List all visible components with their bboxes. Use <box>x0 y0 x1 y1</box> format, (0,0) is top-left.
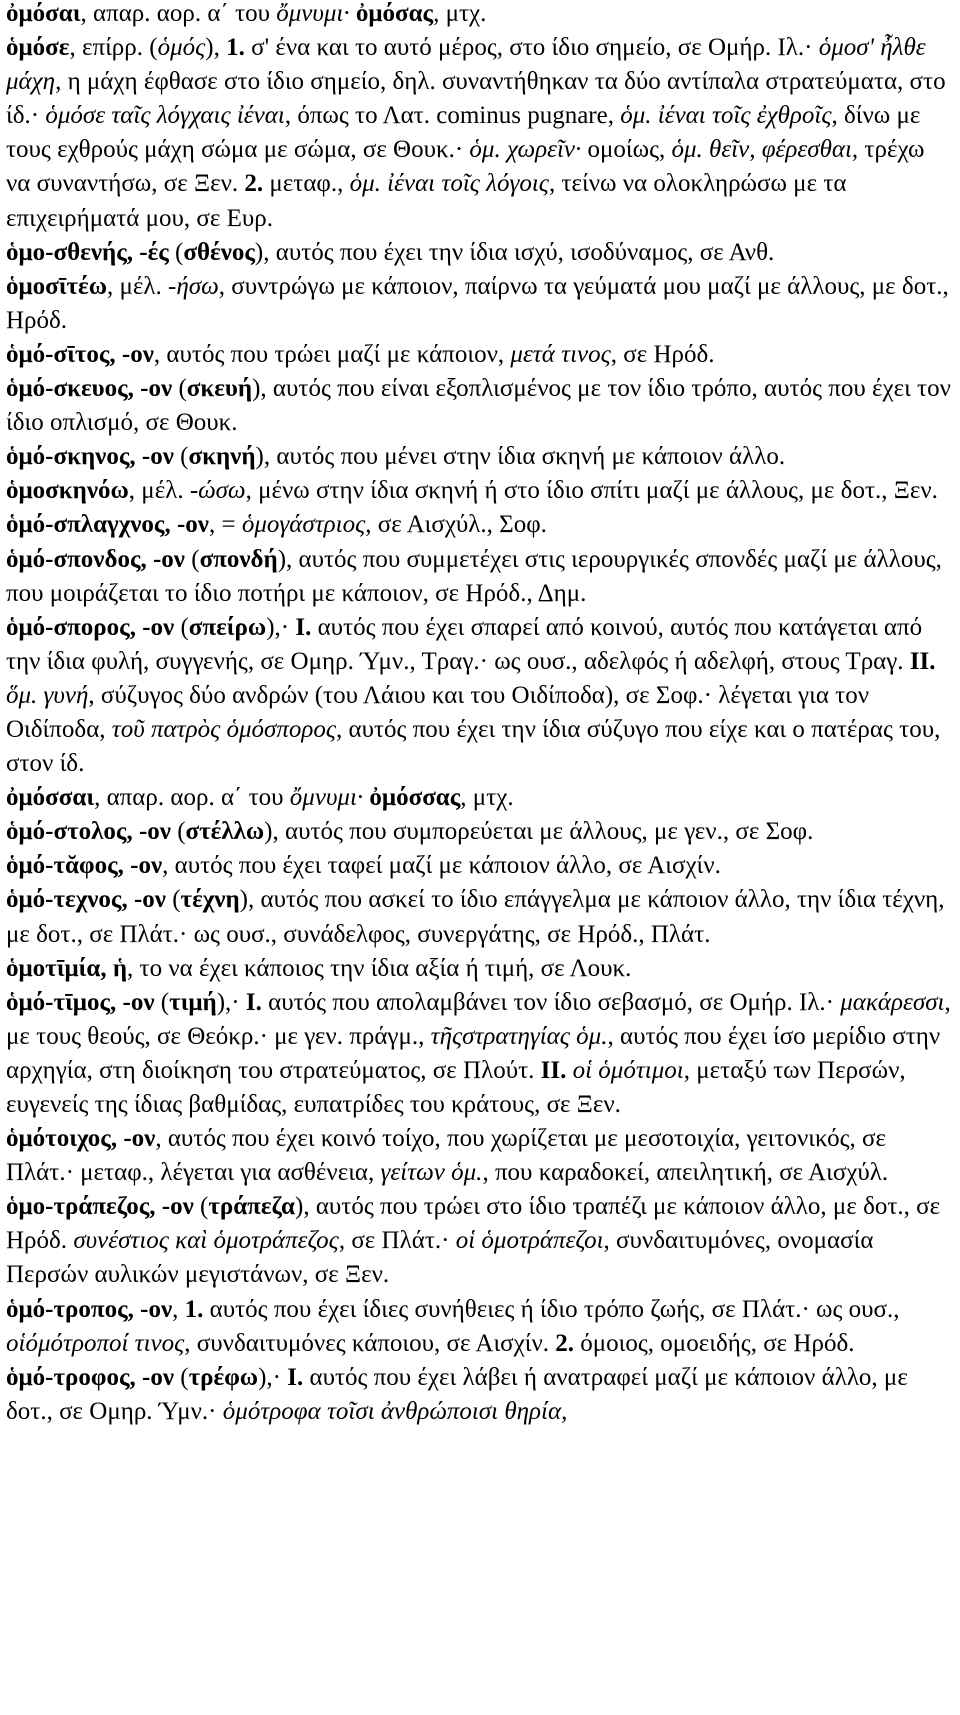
entry-text: ), αυτός που συμπορεύεται με άλλους, με γεν., σε Σοφ. <box>264 818 814 846</box>
dictionary-page <box>6 0 954 1429</box>
entry-text: , το να έχει κάποιος την ίδια αξία ή τιμή, σε Λουκ. <box>127 954 632 982</box>
entry-text: , <box>561 1397 568 1425</box>
entry-text: , συνδαιτυμόνες, ονομασία Περσών αυλικών μεγιστάνων, σε Ξεν. <box>6 1227 874 1289</box>
entry-text: ( <box>193 1193 209 1221</box>
entry-text: ),· <box>266 613 296 641</box>
entry-text: ),· <box>216 988 246 1016</box>
entry-italic-text: οἱόμότροποί τινος <box>6 1329 185 1357</box>
entry-text: ( <box>168 238 184 266</box>
entry-bold-text: ὁμοτῑμία, ἡ <box>6 954 128 982</box>
dictionary-entry <box>6 849 954 883</box>
entry-bold-text: τράπεζα <box>208 1193 295 1221</box>
entry-bold-text: ὁμό-στολος, -ον <box>6 818 171 846</box>
entry-text: , = <box>208 511 242 539</box>
dictionary-entry <box>6 0 954 31</box>
entry-text: , απαρ. αορ. α΄ του <box>80 0 277 27</box>
entry-bold-text: σθένος <box>183 238 255 266</box>
entry-bold-text: ὁμό-τροφος, -ον <box>6 1363 175 1391</box>
dictionary-entry <box>6 236 954 270</box>
dictionary-entry <box>6 815 954 849</box>
entry-text: , σε Ηρόδ. <box>610 340 715 368</box>
entry-bold-text: ὁμότοιχος, -ον <box>6 1125 156 1153</box>
entry-bold-text: ὁμό-τεχνος, -ον <box>6 886 166 914</box>
entry-bold-text: 1. <box>226 34 245 62</box>
entry-text: ( <box>174 613 189 641</box>
entry-text: ομοίως, <box>581 136 672 164</box>
entry-italic-text: οἱ ὁμοτράπεζοι <box>455 1227 604 1255</box>
entry-bold-text: στέλλω <box>185 818 265 846</box>
entry-text: ( <box>184 545 200 573</box>
dictionary-entry <box>6 1190 954 1292</box>
entry-text: ( <box>172 375 187 403</box>
entry-text: , συντρώγω με κάποιον, παίρνω τα γεύματά μου μαζί με άλλους, με δοτ., Ηρόδ. <box>6 272 949 334</box>
entry-bold-text: ὁμό-σπορος, -ον <box>6 613 175 641</box>
entry-bold-text: ὁμόσε <box>6 34 70 62</box>
entry-text: αυτός που έχει ίδιες συνήθειες ή ίδιο τρόπο ζωής, σε Πλάτ.· ως ουσ., <box>203 1295 900 1323</box>
entry-bold-text: ὁμοσῑτέω <box>6 272 108 300</box>
entry-text: ( <box>165 886 181 914</box>
entry-bold-text: ὁμό-τᾰφος, -ον <box>6 852 163 880</box>
entry-italic-text: ὁμ. ἰέναι τοῖς λόγοις <box>349 170 549 198</box>
entry-text: , μέλ. <box>107 272 169 300</box>
dictionary-entry <box>6 338 954 372</box>
entry-italic-text: τοῦ πατρὸς ὁμόσπορος <box>111 715 337 743</box>
dictionary-entry <box>6 31 954 236</box>
entry-bold-text: ὁμό-σκευος, -ον <box>6 375 173 403</box>
entry-italic-text: ὁμ. ἰέναι τοῖς ἐχθροῖς <box>620 102 832 130</box>
entry-text: ), <box>205 34 227 62</box>
entry-bold-text: σπονδή <box>199 545 278 573</box>
entry-text: ( <box>173 443 189 471</box>
entry-italic-text: γείτων ὁμ. <box>380 1159 483 1187</box>
entry-italic-text: ὁμός <box>157 34 206 62</box>
entry-text: , επίρρ. ( <box>69 34 158 62</box>
entry-bold-text: I. <box>245 988 262 1016</box>
entry-text: , αυτός που τρώει μαζί με κάποιον, <box>153 340 511 368</box>
entry-bold-text: ὁμό-τῑμος, -ον <box>6 988 155 1016</box>
entry-text: , σε Αισχύλ., Σοφ. <box>365 511 547 539</box>
entry-text: , μεταξύ των Περσών, ευγενείς της ίδιας βαθμίδας, ευπατρίδες του κράτους, σε Ξεν. <box>6 1056 906 1118</box>
entry-bold-text: 2. <box>555 1329 575 1357</box>
entry-bold-text: τέχνη <box>180 886 240 914</box>
entry-italic-text: ὁμοσ' ἦλθε μάχη <box>6 34 926 96</box>
entry-italic-text: συνέστιος καὶ ὁμοτράπεζος <box>73 1227 339 1255</box>
entry-bold-text: 1. <box>184 1295 204 1323</box>
entry-italic-text: ὁμογάστριος <box>241 511 366 539</box>
entry-italic-text: ὄμνυμι· <box>276 0 350 27</box>
dictionary-entry <box>6 952 954 986</box>
dictionary-entry <box>6 1293 954 1361</box>
entry-text: , σύζυγος δύο ανδρών (του Λάιου και του Οιδίποδα), σε Σοφ.· λέγεται για τον Οιδίποδα, <box>6 681 870 743</box>
entry-text: , σε Πλάτ.· <box>338 1227 456 1255</box>
dictionary-entry <box>6 986 954 1122</box>
entry-italic-text: τῆςστρατηγίας ὁμ. <box>430 1022 608 1050</box>
entry-bold-text: 2. <box>244 170 264 198</box>
entry-text: ), αυτός που συμμετέχει στις ιερουργικές σπονδές μαζί με άλλους, που μοιράζεται το ίδιο ποτήρι με κάποιον, σε Ηρόδ., Δημ. <box>6 545 942 607</box>
entry-bold-text: ὁμοσκηνόω <box>6 477 129 505</box>
entry-bold-text: σπείρω <box>188 613 267 641</box>
dictionary-entry <box>6 270 954 338</box>
entry-bold-text: II. <box>909 647 936 675</box>
dictionary-entry <box>6 474 954 508</box>
dictionary-entry <box>6 508 954 542</box>
entry-bold-text: ὀμόσσαι <box>6 784 95 812</box>
entry-text: , η μάχη έφθασε στο ίδιο σημείο, δηλ. συναντήθηκαν τα δύο αντίπαλα στρατεύματα, στο ίδ.· <box>6 68 946 130</box>
entry-bold-text: ὁμό-σπλαγχνος, -ον <box>6 511 209 539</box>
entry-bold-text: ὀμόσαι <box>6 0 81 27</box>
entry-text: , συνδαιτυμόνες κάποιου, σε Αισχίν. <box>184 1329 556 1357</box>
entry-text: , αυτός που έχει ίσο μερίδιο στην αρχηγία, στη διοίκηση του στρατεύματος, σε Πλούτ. <box>6 1022 941 1084</box>
entry-text: , <box>172 1295 185 1323</box>
entry-italic-text: ὁμ. χωρεῖν· <box>469 136 582 164</box>
entry-bold-text: ὁμό-τροπος, -ον <box>6 1295 173 1323</box>
entry-bold-text: σκευή <box>186 375 253 403</box>
entry-text: , αυτός που έχει ταφεί μαζί με κάποιον άλλο, σε Αισχίν. <box>162 852 721 880</box>
entry-bold-text: I. <box>287 1363 304 1391</box>
entry-bold-text: II. <box>540 1056 567 1084</box>
entry-text: , απαρ. αορ. α΄ του <box>94 784 290 812</box>
entry-text: , μένω στην ίδια σκηνή ή στο ίδιο σπίτι μαζί με άλλους, με δοτ., Ξεν. <box>245 477 938 505</box>
entry-bold-text: ὀμόσας <box>355 0 434 27</box>
entry-text: , που καραδοκεί, απειλητική, σε Αισχύλ. <box>482 1159 889 1187</box>
entry-text: σ' ένα και το αυτό μέρος, στο ίδιο σημείο, σε Ομήρ. Ιλ.· <box>244 34 819 62</box>
entry-bold-text: I. <box>295 613 312 641</box>
entry-italic-text: ὅμ. γυνή <box>6 681 89 709</box>
entry-text: αυτός που έχει σπαρεί από κοινού, αυτός που κατάγεται από την ίδια φυλή, συγγενής, σε Ομηρ. Ύμν., Τραγ.· ως ουσ., αδελφός ή αδελφή, στους Τραγ. <box>6 613 923 675</box>
entry-text: , μτχ. <box>433 0 487 27</box>
entry-bold-text: σκηνή <box>188 443 256 471</box>
entry-italic-text: ὁμότροφα τοῖσι ἀνθρώποισι θηρία <box>222 1397 562 1425</box>
dictionary-entry <box>6 611 954 781</box>
entry-italic-text: ὁμόσε ταῖς λόγχαις ἰέναι <box>45 102 285 130</box>
entry-text: , δίνω με τους εχθρούς μάχη σώμα με σώμα, σε Θουκ.· <box>6 102 921 164</box>
entry-text: αυτός που έχει λάβει ή ανατραφεί μαζί με κάποιον άλλο, με δοτ., σε Ομηρ. Ύμν.· <box>6 1363 908 1425</box>
entry-text: ), αυτός που ασκεί το ίδιο επάγγελμα με κάποιον άλλο, την ίδια τέχνη, με δοτ., σε Πλάτ.· ως ουσ., συνάδελφος, συνεργάτης, σε Ηρόδ., Πλάτ. <box>6 886 945 948</box>
dictionary-entry <box>6 883 954 951</box>
entry-text: ( <box>154 988 170 1016</box>
entry-italic-text: -ώσω <box>189 477 246 505</box>
entry-text: , αυτός που έχει κοινό τοίχο, που χωρίζεται με μεσοτοιχία, γειτονικός, σε Πλάτ.· μεταφ., λέγεται για ασθένεια, <box>6 1125 886 1187</box>
entry-text: ( <box>174 1363 189 1391</box>
entry-bold-text: ὁμό-σκηνος, -ον <box>6 443 174 471</box>
entry-bold-text: ὁμο-τράπεζος, -ον <box>6 1193 194 1221</box>
entry-text: αυτός που απολαμβάνει τον ίδιο σεβασμό, σε Ομήρ. Ιλ.· <box>261 988 841 1016</box>
entry-italic-text: ὁμ. θεῖν, φέρεσθαι <box>671 136 852 164</box>
entry-bold-text: ὁμό-σῑτος, -ον <box>6 340 154 368</box>
entry-bold-text: ὁμό-σπονδος, -ον <box>6 545 185 573</box>
dictionary-entry <box>6 543 954 611</box>
dictionary-entry <box>6 440 954 474</box>
entry-bold-text: τρέφω <box>188 1363 259 1391</box>
dictionary-entry <box>6 1122 954 1190</box>
entry-text: , μτχ. <box>460 784 514 812</box>
entry-italic-text: ὄμνυμι· <box>289 784 364 812</box>
entry-text: , όπως το Λατ. cominus pugnare, <box>284 102 621 130</box>
entry-text: μεταφ., <box>263 170 350 198</box>
entry-bold-text: ὁμο-σθενής, -ές <box>6 238 169 266</box>
entry-text: ),· <box>258 1363 288 1391</box>
entry-text: ), αυτός που είναι εξοπλισμένος με τον ίδιο τρόπο, αυτός που έχει τον ίδιο οπλισμό, σε Θουκ. <box>6 375 951 437</box>
entry-text: , αυτός που έχει την ίδια σύζυγο που είχε και ο πατέρας του, στον ίδ. <box>6 715 941 778</box>
dictionary-entry <box>6 781 954 815</box>
entry-text: ), αυτός που έχει την ίδια ισχύ, ισοδύναμος, σε Ανθ. <box>254 238 775 266</box>
entry-text: , με τους θεούς, σε Θεόκρ.· με γεν. πράγμ., <box>6 988 951 1050</box>
entry-bold-text: τιμή <box>169 988 217 1016</box>
entry-text: όμοιος, ομοειδής, σε Ηρόδ. <box>574 1329 855 1357</box>
entry-bold-text: ὀμόσσας <box>369 784 461 812</box>
entry-text: , τρέχω να συναντήσω, σε Ξεν. <box>6 136 925 198</box>
dictionary-entry <box>6 1361 954 1429</box>
entry-text: ), αυτός που τρώει στο ίδιο τραπέζι με κάποιον άλλο, με δοτ., σε Ηρόδ. <box>6 1193 941 1255</box>
entry-text: , τείνω να ολοκληρώσω με τα επιχειρήματά μου, σε Ευρ. <box>6 170 847 232</box>
entry-text: ), αυτός που μένει στην ίδια σκηνή με κάποιον άλλο. <box>255 443 786 471</box>
dictionary-entry <box>6 372 954 440</box>
entry-italic-text: μακάρεσσι <box>840 988 945 1016</box>
entry-italic-text: οἱ ὁμότιμοι <box>572 1056 684 1084</box>
entry-text: , μέλ. <box>128 477 190 505</box>
entry-italic-text: μετά τινος <box>510 340 611 368</box>
entry-italic-text: -ήσω <box>168 272 219 300</box>
entry-text: ( <box>170 818 186 846</box>
